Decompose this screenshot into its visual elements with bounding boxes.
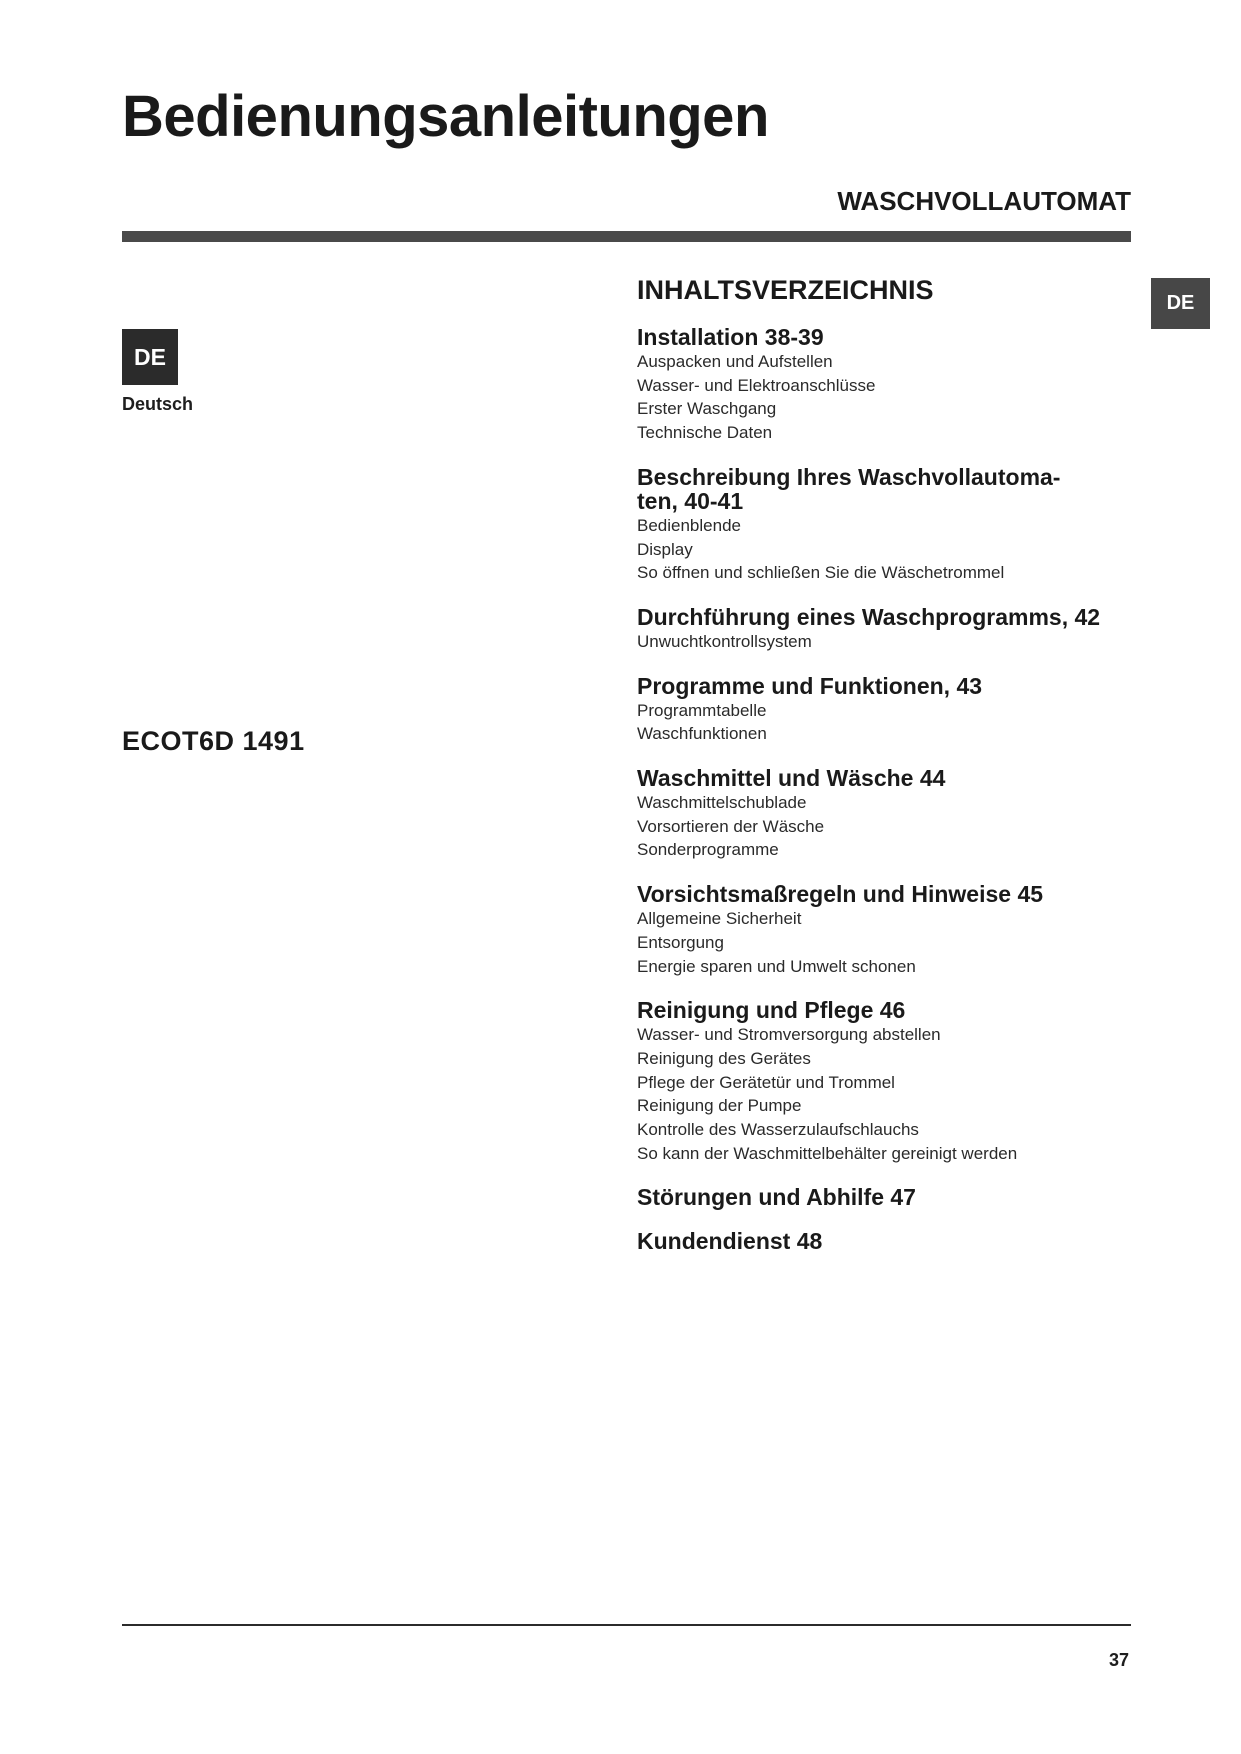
toc-section-title: Installation 38-39 (637, 324, 824, 350)
page-title: Bedienungsanleitungen (122, 84, 769, 149)
toc-item: Vorsortieren der Wäsche (637, 816, 825, 836)
toc-item: Allgemeine Sicherheit (637, 909, 802, 929)
model-number: ECOT6D 1491 (122, 726, 305, 756)
toc-item: Pflege der Gerätetür und Trommel (637, 1072, 895, 1092)
toc-item: Energie sparen und Umwelt schonen (637, 956, 916, 976)
page-number: 37 (1108, 1650, 1129, 1670)
product-type-heading: WASCHVOLLAUTOMAT (837, 186, 1131, 216)
header-divider (122, 231, 1131, 242)
toc-section (637, 674, 1157, 746)
toc-item: Wasser- und Stromversorgung abstellen (637, 1025, 941, 1045)
toc-section (637, 882, 1157, 978)
toc-section-title: Durchführung eines Waschprogramms, 42 (637, 603, 1101, 630)
toc-section-title: Störungen und Abhilfe 47 (637, 1184, 916, 1211)
footer-divider (122, 1624, 1131, 1626)
toc-item: Technische Daten (637, 423, 773, 443)
toc-item-list (637, 907, 1157, 978)
toc-section-title: Vorsichtsmaßregeln und Hinweise 45 (637, 881, 1044, 908)
toc-section (637, 465, 1157, 585)
language-badge: DE (122, 329, 178, 385)
toc-section-title: Waschmittel und Wäsche 44 (637, 765, 946, 792)
toc-section-title: Programme und Funktionen, 43 (637, 672, 983, 699)
toc-section-title: Reinigung und Pflege 46 (637, 997, 906, 1024)
toc-section-title: Beschreibung Ihres Waschvollautoma- ten, 40-41 (637, 463, 1061, 514)
toc-section (637, 1185, 1157, 1209)
toc-item: Auspacken und Aufstellen (637, 352, 833, 371)
toc-item: Display (637, 539, 693, 559)
toc-section (637, 766, 1157, 862)
toc-item: Unwuchtkontrollsystem (637, 631, 812, 651)
toc-section-title: Kundendienst 48 (637, 1228, 823, 1255)
toc-item: Kontrolle des Wasserzulaufschlauchs (637, 1120, 919, 1140)
toc-section (637, 1229, 1157, 1253)
toc-item: Programmtabelle (637, 700, 767, 720)
toc-item-list (637, 1023, 1157, 1165)
toc-item-list (637, 514, 1157, 585)
toc-item: Erster Waschgang (637, 399, 777, 419)
toc-sections (637, 325, 1157, 1253)
toc-item: Entsorgung (637, 932, 724, 952)
toc-item: Reinigung der Pumpe (637, 1096, 802, 1116)
toc-item: Bedienblende (637, 515, 741, 535)
toc-item: Sonderprogramme (637, 840, 779, 860)
toc-item: So öffnen und schließen Sie die Wäschetrommel (637, 563, 1005, 583)
toc-item-list (637, 630, 1157, 654)
toc-item-list (637, 791, 1157, 862)
toc-item-list (637, 350, 1157, 445)
toc-item: Wasser- und Elektroanschlüsse (637, 375, 876, 395)
toc-section (637, 605, 1157, 654)
toc-section (637, 998, 1157, 1165)
toc-item: Reinigung des Gerätes (637, 1048, 811, 1068)
toc-heading: INHALTSVERZEICHNIS (637, 275, 934, 305)
language-side-tab: DE (1151, 278, 1210, 329)
toc-item: Waschfunktionen (637, 724, 767, 744)
language-label: Deutsch (122, 394, 194, 414)
toc-section (637, 325, 1157, 445)
toc-item-list (637, 699, 1157, 746)
toc-item: Waschmittelschublade (637, 793, 807, 813)
toc-item: So kann der Waschmittelbehälter gereinigt werden (637, 1143, 1018, 1163)
table-of-contents (637, 275, 1157, 1273)
